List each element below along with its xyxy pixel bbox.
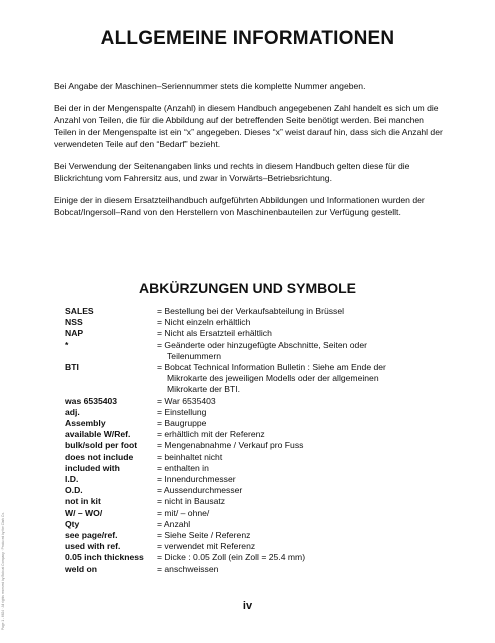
abbreviation-row: [65, 317, 425, 328]
abbreviation-definition: [157, 429, 425, 440]
abbreviation-row: [65, 328, 425, 339]
paragraph: Bei der in der Mengenspalte (Anzahl) in diesem Handbuch angegebenen Zahl handelt es sich um die Anzahl von Teilen, die für die Abbildung auf der betreffenden Seite benötigt werden. Bei manchen Teilen in der Mengenspalte ist ein “x” angegeben. Dieses “x” weist darauf hin, dass sich die Anzahl der verwendeten Teile auf den “Bedarf” bezieht.: [54, 103, 443, 149]
page-number: iv: [242, 600, 253, 612]
abbreviation-row: [65, 530, 425, 541]
abbreviation-definition: [157, 552, 425, 563]
definition-line: = Dicke : 0.05 Zoll (ein Zoll = 25.4 mm): [157, 552, 306, 563]
section-title: ABKÜRZUNGEN UND SYMBOLE: [139, 280, 356, 296]
abbreviation-term: *: [65, 339, 69, 350]
definition-line: = nicht in Bausatz: [157, 496, 226, 507]
abbreviation-definition: [157, 541, 425, 552]
abbreviation-definition: [157, 340, 425, 362]
abbreviation-term: adj.: [65, 406, 80, 417]
intro-text: [54, 80, 444, 228]
abbreviation-definition: [157, 564, 425, 575]
abbreviation-row: [65, 552, 425, 563]
definition-line: = Anzahl: [157, 518, 191, 529]
abbreviation-row: [65, 362, 425, 396]
abbreviation-definition: [157, 407, 425, 418]
abbreviation-definition: [157, 306, 425, 317]
abbreviation-row: [65, 396, 425, 407]
definition-line: = Geänderte oder hinzugefügte Abschnitte, Seiten oder: [157, 339, 367, 350]
abbreviation-term: used with ref.: [65, 541, 121, 552]
definition-line: = Baugruppe: [157, 418, 207, 429]
definition-line: = Siehe Seite / Referenz: [157, 530, 251, 541]
abbreviation-definition: [157, 508, 425, 519]
abbreviation-row: [65, 508, 425, 519]
abbreviation-definition: [157, 396, 425, 407]
abbreviation-definition: [157, 530, 425, 541]
definition-line: = verwendet mit Referenz: [157, 541, 256, 552]
definition-line: Mikrokarte des jeweiligen Modells oder der allgemeinen: [167, 373, 379, 384]
abbreviation-definition: [157, 474, 425, 485]
abbreviation-definition: [157, 328, 425, 339]
abbreviation-definition: [157, 485, 425, 496]
abbreviation-row: [65, 463, 425, 474]
abbreviation-row: [65, 440, 425, 451]
abbreviation-row: [65, 541, 425, 552]
side-note-text: Page 1 - 6624 · All rights reserved by Bobcat Company · Produced by the Clark Co.: [1, 512, 5, 630]
abbreviation-row: [65, 474, 425, 485]
abbreviation-term: available W/Ref.: [65, 429, 131, 440]
abbreviation-term: does not include: [65, 451, 134, 462]
abbreviation-definition: [157, 519, 425, 530]
definition-line: = mit/ – ohne/: [157, 507, 210, 518]
definition-line: = Nicht als Ersatzteil erhältlich: [157, 328, 272, 339]
definition-line: = anschweissen: [157, 563, 219, 574]
abbreviation-definition: [157, 317, 425, 328]
abbreviation-term: 0.05 inch thickness: [65, 552, 144, 563]
abbreviation-term: BTI: [65, 362, 79, 373]
paragraph: Bei Verwendung der Seitenangaben links und rechts in diesem Handbuch gelten diese für die Blickrichtung vom Fahrersitz aus, und zwar in Vorwärts–Betriebsrichtung.: [54, 161, 410, 183]
abbreviation-row: [65, 496, 425, 507]
abbreviation-term: bulk/sold per foot: [65, 440, 138, 451]
abbreviation-row: [65, 452, 425, 463]
abbreviation-term: see page/ref.: [65, 530, 118, 541]
definition-line: = erhältlich mit der Referenz: [157, 429, 265, 440]
abbreviation-definition: [157, 452, 425, 463]
definition-line: = Innendurchmesser: [157, 474, 236, 485]
definition-line: = War 6535403: [157, 395, 216, 406]
definition-line: = Aussendurchmesser: [157, 485, 243, 496]
abbreviation-definition: [157, 362, 425, 396]
abbreviation-term: weld on: [65, 563, 97, 574]
abbreviation-term: Assembly: [65, 418, 106, 429]
abbreviation-definition: [157, 440, 425, 451]
definition-line: Teilenummern: [167, 350, 221, 361]
abbreviation-row: [65, 418, 425, 429]
abbreviation-row: [65, 407, 425, 418]
definition-line: = enthalten in: [157, 462, 209, 473]
abbreviation-row: [65, 485, 425, 496]
abbreviation-term: W/ – WO/: [65, 507, 103, 518]
abbreviation-term: SALES: [65, 306, 94, 316]
abbreviation-term: I.D.: [65, 474, 79, 485]
abbreviation-term: Qty: [65, 518, 80, 529]
abbreviation-term: not in kit: [65, 496, 101, 507]
abbreviation-term: NAP: [65, 328, 84, 339]
definition-line: = Bobcat Technical Information Bulletin : Siehe am Ende der: [157, 362, 386, 373]
page-title: ALLGEMEINE INFORMATIONEN: [100, 28, 395, 49]
paragraph: Einige der in diesem Ersatzteilhandbuch aufgeführten Abbildungen und Informationen wurden der Bobcat/Ingersoll–Rand von den Herstellern von Maschinenbauteilen zur Verfügung gestellt.: [54, 195, 425, 217]
abbreviation-row: [65, 340, 425, 362]
abbreviation-term: included with: [65, 462, 120, 473]
definition-line: = Bestellung bei der Verkaufsabteilung in Brüssel: [157, 306, 345, 316]
abbreviation-row: [65, 564, 425, 575]
abbreviation-row: [65, 519, 425, 530]
abbreviation-row: [65, 306, 425, 317]
paragraph: Bei Angabe der Maschinen–Seriennummer stets die komplette Nummer angeben.: [54, 81, 366, 91]
abbreviation-term: O.D.: [65, 485, 83, 496]
abbreviation-term: NSS: [65, 317, 83, 328]
abbreviation-definition: [157, 418, 425, 429]
abbreviation-definition: [157, 496, 425, 507]
side-note: [1, 330, 11, 630]
definition-line: Mikrokarte der BTI.: [167, 384, 241, 395]
abbreviation-list: [65, 306, 425, 575]
abbreviation-definition: [157, 463, 425, 474]
definition-line: = Nicht einzeln erhältlich: [157, 317, 251, 328]
definition-line: = Mengenabnahme / Verkauf pro Fuss: [157, 440, 304, 451]
definition-line: = Einstellung: [157, 406, 207, 417]
abbreviation-term: was 6535403: [65, 395, 118, 406]
definition-line: = beinhaltet nicht: [157, 451, 223, 462]
abbreviation-row: [65, 429, 425, 440]
